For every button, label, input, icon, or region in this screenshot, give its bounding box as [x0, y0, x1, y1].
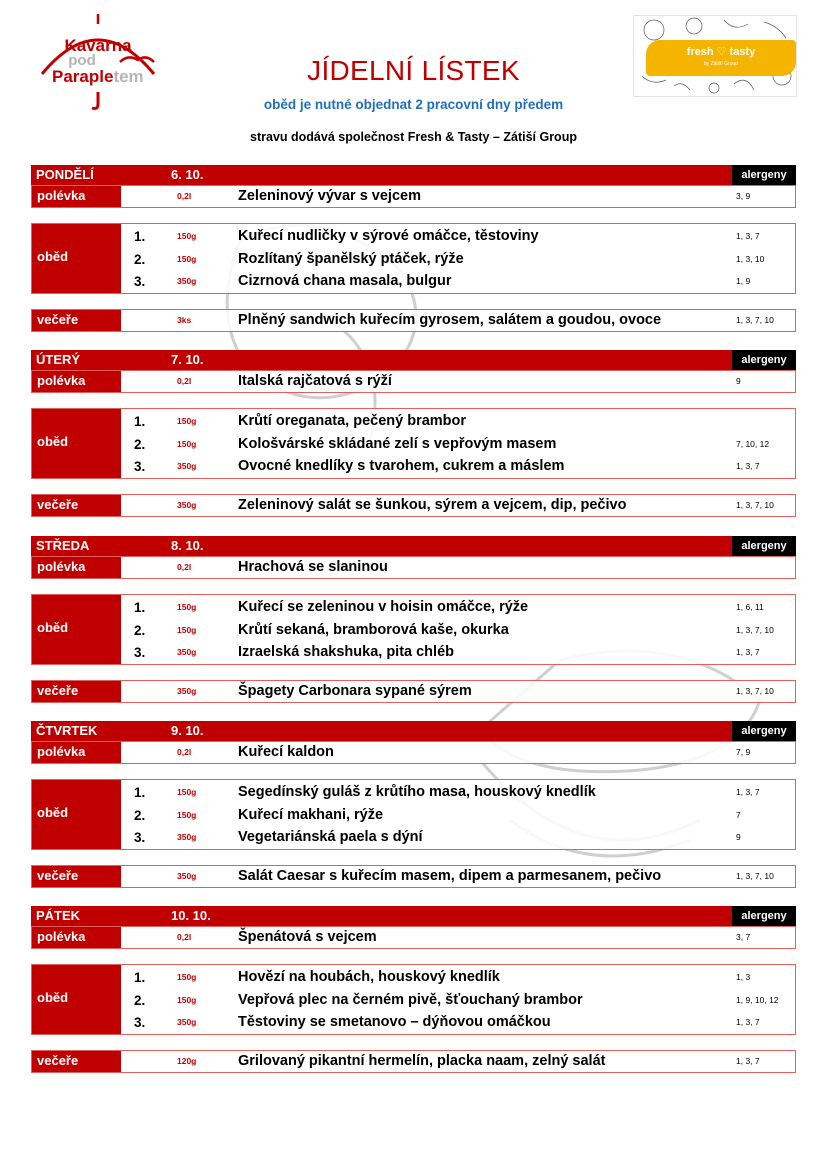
day-date: 9. 10.: [171, 723, 204, 738]
day-header: [31, 536, 796, 556]
portion-weight: 350g: [177, 871, 197, 881]
soup-label: polévka: [32, 742, 121, 763]
soup-item: [32, 927, 795, 949]
option-number: 1.: [134, 970, 146, 985]
allergen-codes: 1, 3, 7: [736, 1056, 760, 1066]
allergen-codes: 1, 3: [736, 972, 751, 982]
option-number: 1.: [134, 785, 146, 800]
dish-name: Kuřecí makhani, rýže: [238, 806, 384, 823]
option-number: 2.: [134, 807, 146, 823]
dish-name: Zeleninový vývar s vejcem: [238, 188, 421, 204]
portion-weight: 150g: [177, 231, 197, 241]
soup-label: polévka: [32, 927, 121, 948]
lunch-block: [31, 594, 796, 665]
day-date: 6. 10.: [171, 167, 204, 182]
dish-name: Špenátová s vejcem: [238, 929, 377, 945]
lunch-option: [32, 620, 795, 642]
lunch-option: [32, 967, 795, 989]
lunch-option: [32, 805, 795, 827]
allergen-codes: 9: [736, 832, 741, 842]
portion-weight: 0,2l: [177, 191, 192, 201]
day-header: [31, 721, 796, 741]
brand-tagline: by Zátiší Group: [703, 61, 739, 67]
portion-weight: 0,2l: [177, 932, 192, 942]
allergen-codes: 7, 10, 12: [736, 438, 770, 449]
lunch-option: [32, 827, 795, 849]
portion-weight: 350g: [177, 686, 197, 696]
lunch-option: [32, 456, 795, 478]
dinner-item: [32, 310, 795, 332]
soup-label: polévka: [32, 371, 121, 392]
allergens-header: alergeny: [732, 350, 796, 370]
day-date: 8. 10.: [171, 538, 204, 553]
allergen-codes: 1, 3, 7, 10: [736, 315, 774, 325]
allergen-codes: 1, 3, 7: [736, 647, 760, 657]
dish-name: Plněný sandwich kuřecím gyrosem, salátem a goudou, ovoce: [238, 312, 662, 328]
soup-row: [31, 926, 796, 949]
soup-label: polévka: [32, 186, 121, 207]
dinner-row: [31, 865, 796, 888]
portion-weight: 350g: [177, 832, 197, 842]
portion-weight: 350g: [177, 461, 197, 471]
dish-name: Italská rajčatová s rýží: [238, 373, 392, 389]
option-number: 2.: [134, 622, 146, 638]
allergen-codes: 3, 7: [736, 932, 751, 942]
dish-name: Segedínský guláš z krůtího masa, houskový knedlík: [238, 784, 596, 800]
option-number: 3.: [134, 1015, 146, 1030]
lunch-option: [32, 411, 795, 433]
option-number: 2.: [134, 436, 146, 452]
option-number: 2.: [134, 992, 146, 1008]
lunch-label: oběd: [32, 409, 121, 478]
dish-name: Krůtí sekaná, bramborová kaše, okurka: [238, 621, 509, 638]
day-date: 7. 10.: [171, 352, 204, 367]
dish-name: Kološvárské skládané zelí s vepřovým masem: [238, 435, 557, 452]
dish-name: Rozlítaný španělský ptáček, rýže: [238, 250, 464, 267]
soup-label: polévka: [32, 557, 121, 578]
portion-weight: 350g: [177, 500, 197, 510]
dinner-row: [31, 494, 796, 517]
dinner-label: večeře: [32, 866, 121, 887]
lunch-option: [32, 271, 795, 293]
option-number: 1.: [134, 600, 146, 615]
day-name: ČTVRTEK: [36, 723, 98, 738]
lunch-block: [31, 408, 796, 479]
allergen-codes: 7, 9: [736, 747, 751, 757]
svg-text:Kavárna: Kavárna: [64, 36, 132, 55]
portion-weight: 150g: [177, 972, 197, 982]
brand-name: fresh ♡ tasty: [686, 46, 756, 58]
lunch-option: [32, 226, 795, 248]
allergen-codes: 1, 3, 7: [736, 231, 760, 241]
allergen-codes: 1, 3, 7: [736, 461, 760, 471]
allergens-header: alergeny: [732, 165, 796, 185]
lunch-option: [32, 642, 795, 664]
day-name: ÚTERÝ: [36, 352, 81, 367]
order-notice: oběd je nutné objednat 2 pracovní dny předem: [263, 97, 564, 112]
lunch-block: [31, 779, 796, 850]
portion-weight: 150g: [177, 787, 197, 797]
day-name: STŘEDA: [36, 538, 90, 553]
allergen-codes: 1, 9: [736, 276, 751, 286]
lunch-label: oběd: [32, 224, 121, 293]
day-header: [31, 165, 796, 185]
dinner-label: večeře: [32, 310, 121, 331]
soup-item: [32, 186, 795, 208]
day-header: [31, 350, 796, 370]
allergens-header: alergeny: [732, 721, 796, 741]
lunch-option: [32, 782, 795, 804]
dish-name: Vepřová plec na černém pivě, šťouchaný brambor: [238, 991, 583, 1008]
supplier-note: stravu dodává společnost Fresh & Tasty – Zátiší Group: [250, 130, 577, 144]
portion-weight: 350g: [177, 276, 197, 286]
soup-row: [31, 741, 796, 764]
lunch-option: [32, 990, 795, 1012]
svg-text:Parapletem: Parapletem: [52, 67, 144, 86]
allergen-codes: 3, 9: [736, 191, 751, 201]
dish-name: Ovocné knedlíky s tvarohem, cukrem a máslem: [238, 458, 565, 474]
option-number: 3.: [134, 274, 146, 289]
soup-item: [32, 742, 795, 764]
allergen-codes: 1, 3, 7: [736, 1017, 760, 1027]
lunch-block: [31, 964, 796, 1035]
dinner-row: [31, 309, 796, 332]
lunch-option: [32, 1012, 795, 1034]
day-date: 10. 10.: [171, 908, 211, 923]
dish-name: Salát Caesar s kuřecím masem, dipem a parmesanem, pečivo: [238, 868, 662, 884]
option-number: 3.: [134, 645, 146, 660]
soup-item: [32, 371, 795, 393]
svg-text:pod: pod: [68, 52, 96, 69]
day-header: [31, 906, 796, 926]
allergen-codes: 1, 3, 7: [736, 787, 760, 797]
day-name: PÁTEK: [36, 908, 81, 923]
dinner-row: [31, 1050, 796, 1073]
portion-weight: 150g: [177, 994, 197, 1005]
dish-name: Krůtí oreganata, pečený brambor: [238, 413, 467, 429]
portion-weight: 150g: [177, 624, 197, 635]
dinner-item: [32, 866, 795, 888]
dish-name: Zeleninový salát se šunkou, sýrem a vejcem, dip, pečivo: [238, 497, 627, 513]
dish-name: Kuřecí nudličky v sýrové omáčce, těstoviny: [238, 228, 539, 244]
dinner-row: [31, 680, 796, 703]
dish-name: Těstoviny se smetanovo – dýňovou omáčkou: [238, 1014, 551, 1030]
portion-weight: 3ks: [177, 315, 192, 325]
dish-name: Vegetariánská paela s dýní: [238, 829, 423, 845]
portion-weight: 350g: [177, 647, 197, 657]
dish-name: Grilovaný pikantní hermelín, placka naam, zelný salát: [238, 1053, 606, 1069]
allergen-codes: 1, 3, 7, 10: [736, 686, 774, 696]
lunch-label: oběd: [32, 780, 121, 849]
allergen-codes: 7: [736, 809, 741, 820]
dish-name: Kuřecí se zeleninou v hoisin omáčce, rýže: [238, 599, 529, 615]
portion-weight: 0,2l: [177, 376, 192, 386]
dinner-label: večeře: [32, 495, 121, 516]
lunch-label: oběd: [32, 965, 121, 1034]
dish-name: Špagety Carbonara sypané sýrem: [238, 683, 472, 699]
option-number: 2.: [134, 251, 146, 267]
portion-weight: 150g: [177, 809, 197, 820]
lunch-option: [32, 597, 795, 619]
heart-icon: ♡: [713, 46, 730, 58]
dish-name: Cizrnová chana masala, bulgur: [238, 273, 452, 289]
allergen-codes: 9: [736, 376, 741, 386]
portion-weight: 120g: [177, 1056, 197, 1066]
allergens-header: alergeny: [732, 536, 796, 556]
dish-name: Hrachová se slaninou: [238, 559, 388, 575]
allergen-codes: 1, 6, 11: [736, 602, 764, 612]
dinner-label: večeře: [32, 1051, 121, 1072]
portion-weight: 350g: [177, 1017, 197, 1027]
dish-name: Hovězí na houbách, houskový knedlík: [238, 969, 500, 985]
soup-row: [31, 185, 796, 208]
portion-weight: 0,2l: [177, 562, 192, 572]
portion-weight: 0,2l: [177, 747, 192, 757]
dish-name: Kuřecí kaldon: [238, 744, 334, 760]
option-number: 1.: [134, 229, 146, 244]
dinner-item: [32, 495, 795, 517]
dish-name: Izraelská shakshuka, pita chléb: [238, 644, 454, 660]
lunch-block: [31, 223, 796, 294]
portion-weight: 150g: [177, 253, 197, 264]
lunch-label: oběd: [32, 595, 121, 664]
portion-weight: 150g: [177, 438, 197, 449]
allergens-header: alergeny: [732, 906, 796, 926]
soup-row: [31, 556, 796, 579]
dinner-item: [32, 681, 795, 703]
option-number: 3.: [134, 830, 146, 845]
allergen-codes: 1, 3, 7, 10: [736, 500, 774, 510]
option-number: 3.: [134, 459, 146, 474]
dinner-item: [32, 1051, 795, 1073]
portion-weight: 150g: [177, 416, 197, 426]
page-title: JÍDELNÍ LÍSTEK: [307, 55, 520, 86]
portion-weight: 150g: [177, 602, 197, 612]
option-number: 1.: [134, 414, 146, 429]
lunch-option: [32, 249, 795, 271]
allergen-codes: 1, 3, 10: [736, 253, 765, 264]
soup-row: [31, 370, 796, 393]
allergen-codes: 1, 9, 10, 12: [736, 994, 779, 1005]
day-name: PONDĚLÍ: [36, 167, 94, 182]
allergen-codes: 1, 3, 7, 10: [736, 624, 774, 635]
soup-item: [32, 557, 795, 579]
lunch-option: [32, 434, 795, 456]
allergen-codes: 1, 3, 7, 10: [736, 871, 774, 881]
dinner-label: večeře: [32, 681, 121, 702]
